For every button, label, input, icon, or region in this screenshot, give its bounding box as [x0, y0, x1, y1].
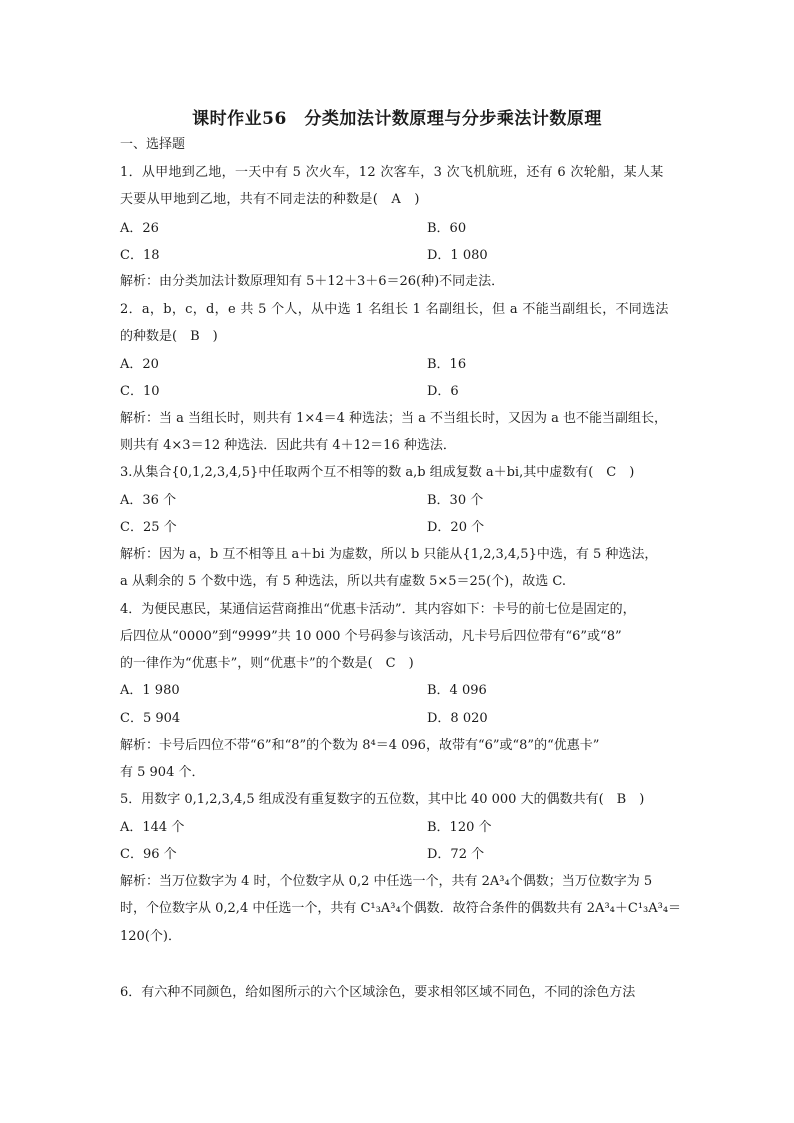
q5-option-a: A．144 个: [120, 820, 185, 835]
q4-option-b: B．4 096: [427, 683, 487, 698]
q5-solution-line3: 120(个)．: [120, 929, 181, 944]
q5-option-c: C．96 个: [120, 847, 177, 862]
q4-option-c: C．5 904: [120, 711, 181, 726]
q4-option-a: A．1 980: [120, 683, 180, 698]
q2-solution-line2: 则共有 4×3＝12 种选法．因此共有 4＋12＝16 种选法．: [120, 438, 456, 453]
q6-stem-line1: 6．有六种不同颜色，给如图所示的六个区域涂色，要求相邻区域不同色，不同的涂色方法: [120, 985, 636, 1000]
q1-option-a: A．26: [120, 221, 159, 236]
q3-stem-line1: 3.从集合{0,1,2,3,4,5}中任取两个互不相等的数 a,b 组成复数 a＋bi,其中虚数有( C ): [120, 465, 635, 480]
q2-option-b: B．16: [427, 357, 467, 372]
q4-option-d: D．8 020: [427, 711, 488, 726]
q5-option-d: D．72 个: [427, 847, 485, 862]
q5-option-b: B．120 个: [427, 820, 492, 835]
q4-stem-line3: 的一律作为“优惠卡”，则“优惠卡”的个数是( C ): [120, 656, 414, 671]
q2-solution-line1: 解析：当 a 当组长时，则共有 1×4＝4 种选法；当 a 不当组长时，又因为 a 也不能当副组长，: [120, 411, 668, 426]
page-title: 课时作业56 分类加法计数原理与分步乘法计数原理: [192, 109, 602, 129]
q4-solution-line1: 解析：卡号后四位不带“6”和“8”的个数为 8⁴＝4 096，故带有“6”或“8”的“优惠卡”: [120, 738, 600, 753]
q2-stem-line2: 的种数是( B ): [120, 329, 218, 344]
q1-option-c: C．18: [120, 248, 160, 263]
q1-option-d: D．1 080: [427, 248, 488, 263]
q3-option-d: D．20 个: [427, 520, 485, 535]
q1-solution-line1: 解析：由分类加法计数原理知有 5＋12＋3＋6＝26(种)不同走法．: [120, 274, 505, 289]
q4-stem-line2: 后四位从“0000”到“9999”共 10 000 个号码参与该活动，凡卡号后四位带有“6”或“8”: [120, 629, 622, 644]
q4-solution-line2: 有 5 904 个．: [120, 765, 205, 780]
q3-option-b: B．30 个: [427, 493, 484, 508]
q1-option-b: B．60: [427, 221, 467, 236]
q2-option-a: A．20: [120, 357, 159, 372]
q3-option-c: C．25 个: [120, 520, 177, 535]
q1-stem-line2: 天要从甲地到乙地，共有不同走法的种数是( A ): [120, 192, 420, 207]
q3-solution-line1: 解析：因为 a，b 互不相等且 a＋bi 为虚数，所以 b 只能从{1,2,3,4,5}中选，有 5 种选法，: [120, 547, 658, 562]
q5-solution-line1: 解析：当万位数字为 4 时，个位数字从 0,2 中任选一个，共有 2A³₄个偶数；当万位数字为 5: [120, 874, 653, 889]
section-heading: 一、选择题: [120, 137, 186, 152]
q5-solution-line2: 时，个位数字从 0,2,4 中任选一个，共有 C¹₃A³₄个偶数．故符合条件的偶数共有 2A³₄＋C¹₃A³₄＝: [120, 901, 682, 916]
q2-option-c: C．10: [120, 384, 160, 399]
q3-option-a: A．36 个: [120, 493, 177, 508]
q2-stem-line1: 2．a，b，c，d，e 共 5 个人，从中选 1 名组长 1 名副组长，但 a 不能当副组长，不同选法: [120, 302, 669, 317]
q2-option-d: D．6: [427, 384, 459, 399]
q5-stem-line1: 5．用数字 0,1,2,3,4,5 组成没有重复数字的五位数，其中比 40 000 大的偶数共有( B ): [120, 792, 645, 807]
q4-stem-line1: 4．为便民惠民，某通信运营商推出“优惠卡活动”．其内容如下：卡号的前七位是固定的，: [120, 602, 636, 617]
q3-solution-line2: a 从剩余的 5 个数中选，有 5 种选法，所以共有虚数 5×5＝25(个)，故选 C.: [120, 574, 566, 589]
q1-stem-line1: 1．从甲地到乙地，一天中有 5 次火车，12 次客车，3 次飞机航班，还有 6 次轮船，某人某: [120, 165, 664, 180]
